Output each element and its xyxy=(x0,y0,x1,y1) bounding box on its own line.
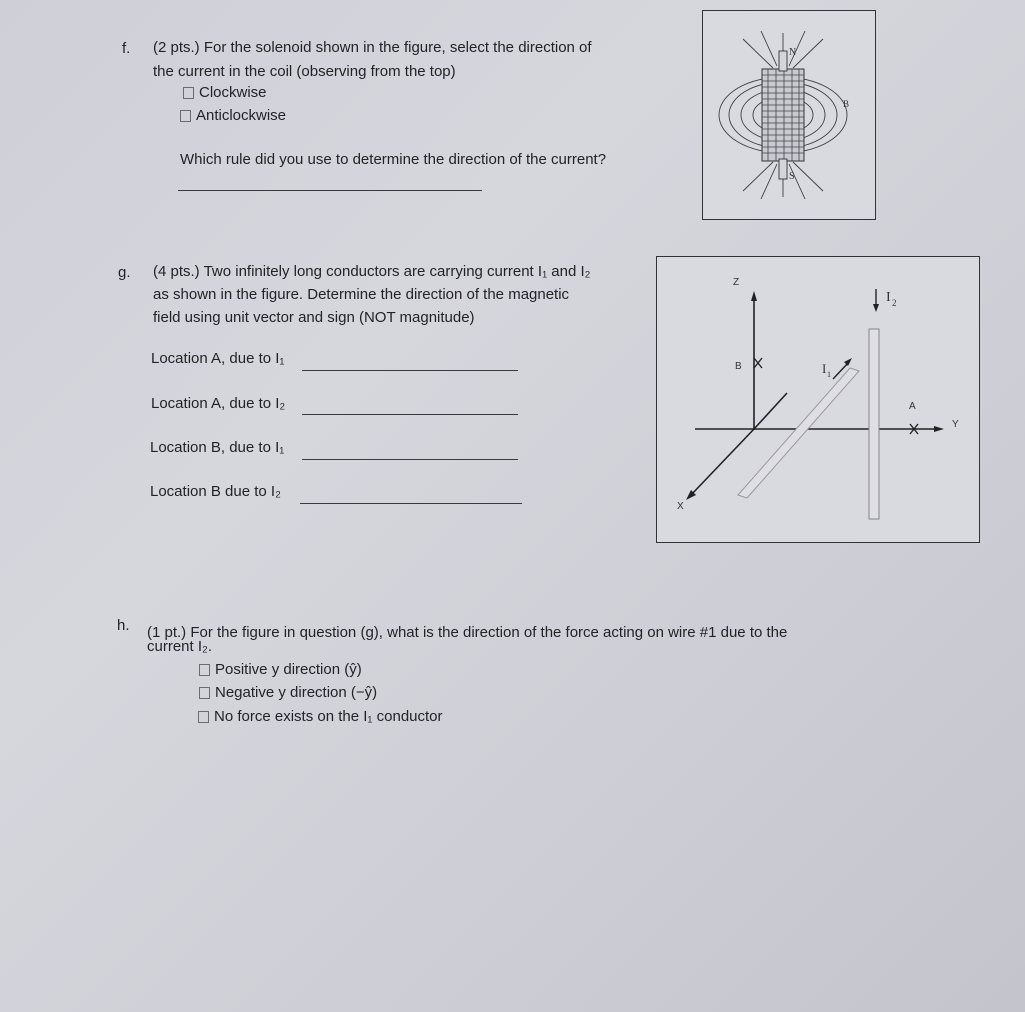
option-no-force-label: No force exists on the I₁ conductor xyxy=(214,708,443,725)
i1-label: I xyxy=(822,361,827,376)
x-axis-label: X xyxy=(677,501,684,512)
question-h-text-line1: (1 pt.) For the figure in question (g), what is the direction of the force acting on wire #1 due to the xyxy=(147,624,788,641)
i1-subscript: 1 xyxy=(827,370,831,379)
conductors-figure xyxy=(656,256,980,543)
option-positive-y-label: Positive y direction (ŷ) xyxy=(215,661,362,678)
question-f-number: f. xyxy=(122,40,131,57)
option-anticlockwise-label: Anticlockwise xyxy=(196,107,287,124)
location-a-i1-blank[interactable] xyxy=(302,370,518,371)
option-negative-y[interactable] xyxy=(199,684,377,701)
location-a-i2-blank[interactable] xyxy=(302,414,518,415)
y-axis-label: Y xyxy=(952,419,959,430)
checkbox-positive-y[interactable] xyxy=(199,664,210,676)
i2-label: I xyxy=(886,290,891,305)
location-a-label: A xyxy=(909,401,916,412)
option-anticlockwise[interactable] xyxy=(180,107,286,124)
location-b-i2-label: Location B due to I₂ xyxy=(150,483,281,500)
option-negative-y-label: Negative y direction (−ŷ) xyxy=(215,684,378,701)
i2-subscript: 2 xyxy=(892,298,897,308)
location-b-i1-blank[interactable] xyxy=(302,459,518,460)
solenoid-diagram xyxy=(703,11,875,219)
location-a-i1-label: Location A, due to I₁ xyxy=(151,350,285,367)
question-g-text-line3: field using unit vector and sign (NOT magnitude) xyxy=(153,309,475,326)
question-h-number: h. xyxy=(117,617,130,634)
question-g-text-line2: as shown in the figure. Determine the direction of the magnetic xyxy=(153,286,570,303)
location-b-i2-blank[interactable] xyxy=(300,503,522,504)
option-clockwise[interactable] xyxy=(183,84,267,101)
question-f-text-line2: the current in the coil (observing from the top) xyxy=(153,63,456,80)
question-f-text-line1: (2 pts.) For the solenoid shown in the figure, select the direction of xyxy=(153,39,592,56)
option-positive-y[interactable] xyxy=(199,661,362,678)
rule-question: Which rule did you use to determine the direction of the current? xyxy=(180,151,607,168)
magnetic-field-label: B xyxy=(843,99,850,109)
location-a-i2-label: Location A, due to I₂ xyxy=(151,395,286,412)
checkbox-negative-y[interactable] xyxy=(199,687,210,699)
checkbox-anticlockwise[interactable] xyxy=(180,110,191,122)
checkbox-clockwise[interactable] xyxy=(183,87,194,99)
location-b-i1-label: Location B, due to I₁ xyxy=(150,439,285,456)
solenoid-figure xyxy=(702,10,876,220)
checkbox-no-force[interactable] xyxy=(198,711,209,723)
location-b-label: B xyxy=(735,361,742,372)
north-pole-label: N xyxy=(789,47,797,58)
z-axis-label: Z xyxy=(733,277,740,288)
option-clockwise-label: Clockwise xyxy=(199,84,267,101)
question-g-number: g. xyxy=(118,264,131,281)
conductors-diagram xyxy=(657,257,979,542)
south-pole-label: S xyxy=(789,171,795,182)
rule-answer-blank[interactable] xyxy=(178,190,482,191)
question-g-text-line1: (4 pts.) Two infinitely long conductors are carrying current I₁ and I₂ xyxy=(153,263,591,280)
option-no-force[interactable] xyxy=(198,708,443,725)
question-h-text-line2: current I₂. xyxy=(147,638,213,655)
